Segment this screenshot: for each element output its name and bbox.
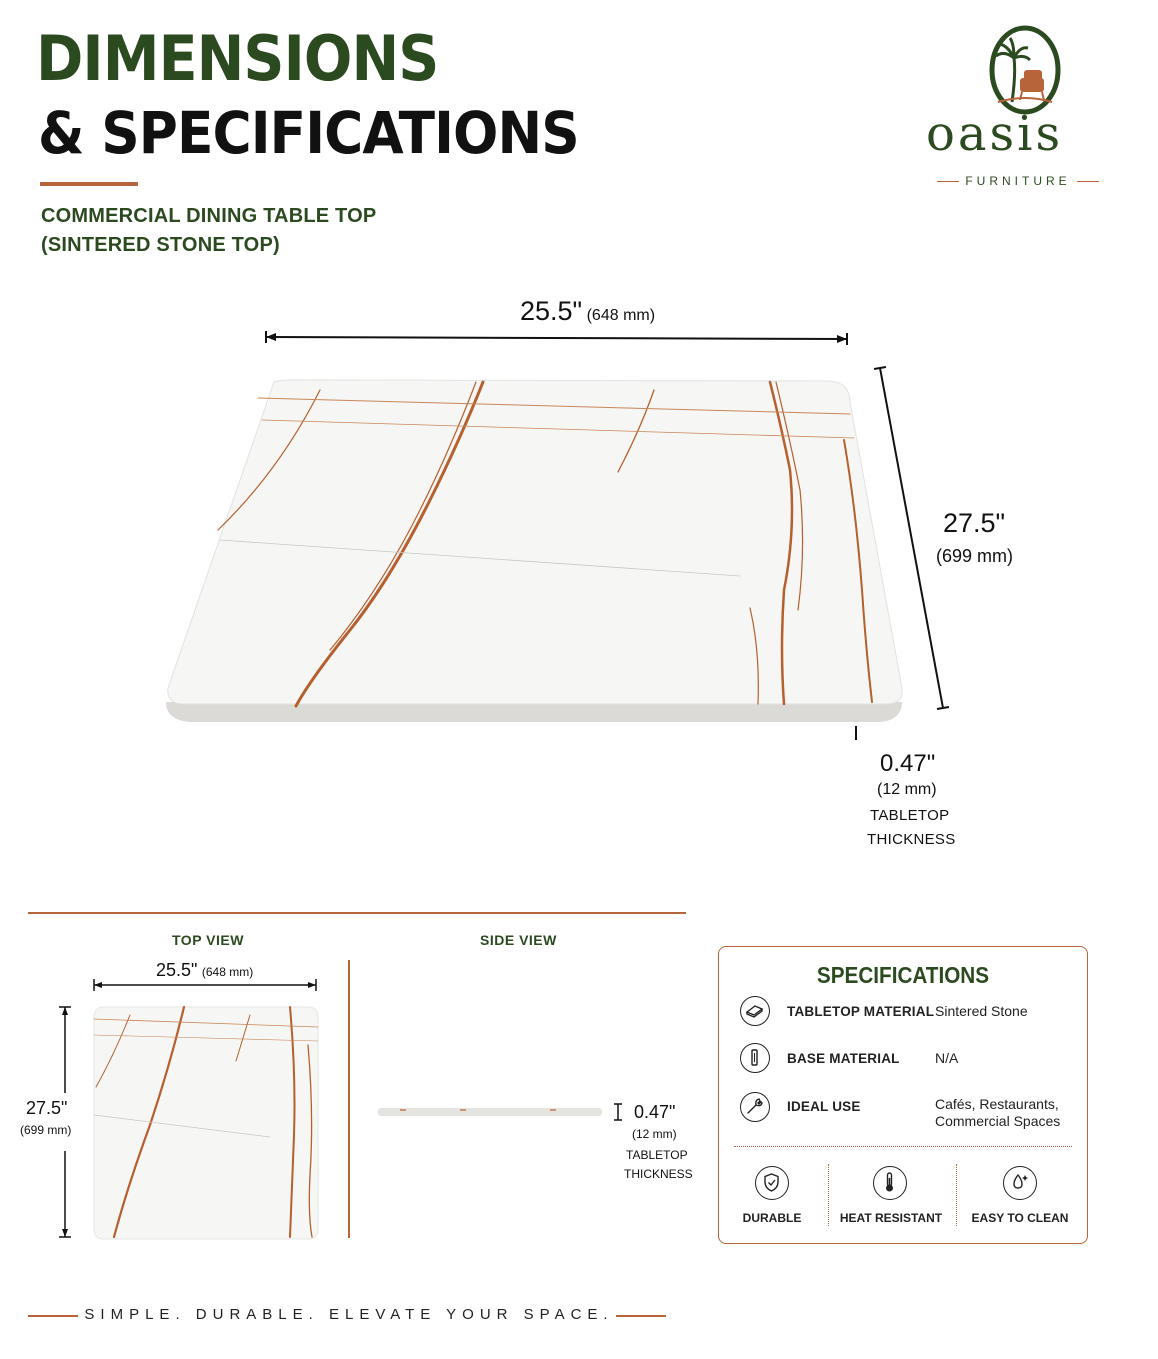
view-divider: [348, 960, 350, 1238]
main-width-label: [520, 296, 655, 327]
spec-label-base-material: BASE MATERIAL: [787, 1051, 900, 1066]
product-subtitle: [41, 202, 376, 260]
main-depth-mm: (699 mm): [936, 546, 1014, 566]
main-depth-inches: 27.5": [943, 508, 1006, 538]
spec-value-ideal-use: [935, 1096, 1060, 1130]
specifications-title: SPECIFICATIONS: [816, 962, 990, 988]
oasis-logo-emblem-icon: [984, 24, 1066, 116]
stone-slab-icon: [740, 996, 770, 1026]
side-view-drawing: [370, 1098, 630, 1128]
thermometer-icon: [873, 1166, 907, 1200]
main-width-inches: 25.5": [520, 296, 583, 326]
side-thickness-label2: THICKNESS: [624, 1167, 693, 1181]
spec-value-ideal-use-line2: Commercial Spaces: [935, 1113, 1061, 1129]
main-perspective-drawing: [150, 290, 970, 740]
main-thickness-inches: 0.47": [880, 750, 936, 777]
title-line2: & SPECIFICATIONS: [38, 99, 579, 167]
wrench-icon: [740, 1092, 770, 1122]
thickness-tick: [856, 726, 868, 740]
main-width-mm: (648 mm): [586, 307, 656, 324]
top-view-heading: TOP VIEW: [172, 932, 244, 948]
top-width-mm: (648 mm): [201, 965, 254, 979]
section-divider: [28, 912, 686, 914]
side-thickness-inches: 0.47": [634, 1102, 676, 1122]
spec-label-tabletop-material: TABLETOP MATERIAL: [787, 1004, 935, 1019]
shield-check-icon: [755, 1166, 789, 1200]
logo-subtext: [930, 174, 1106, 188]
top-width-inches: 25.5": [156, 960, 198, 980]
tagline: SIMPLE. DURABLE. ELEVATE YOUR SPACE.: [84, 1306, 614, 1323]
top-depth-mm: (699 mm): [20, 1123, 72, 1137]
main-thickness-label2: THICKNESS: [867, 831, 956, 848]
title-line1: DIMENSIONS: [36, 22, 439, 95]
spec-value-ideal-use-line1: Cafés, Restaurants,: [935, 1096, 1059, 1112]
width-dimension-line: [266, 331, 847, 345]
subtitle-line1: COMMERCIAL DINING TABLE TOP: [41, 205, 377, 227]
side-thickness-mm: (12 mm): [632, 1127, 677, 1141]
sparkle-drop-icon: [1003, 1166, 1037, 1200]
feature-heat-resistant: HEAT RESISTANT: [839, 1211, 943, 1225]
title-accent-bar: [40, 182, 138, 186]
base-pillar-icon: [740, 1043, 770, 1073]
feature-divider-2: [956, 1164, 958, 1226]
feature-durable: DURABLE: [742, 1211, 802, 1225]
side-view-heading: SIDE VIEW: [480, 932, 557, 948]
main-thickness-label1: TABLETOP: [870, 807, 950, 824]
spec-value-tabletop-material: Sintered Stone: [935, 1003, 1028, 1019]
top-depth-inches: 27.5": [26, 1098, 68, 1118]
logo-wordmark: oasis: [926, 106, 1064, 162]
spec-separator: [734, 1146, 1072, 1147]
logo-sub-label: FURNITURE: [965, 174, 1071, 188]
subtitle-line2: (SINTERED STONE TOP): [41, 234, 280, 256]
spec-value-base-material: N/A: [935, 1050, 959, 1066]
side-thickness-label1: TABLETOP: [626, 1148, 688, 1162]
feature-easy-to-clean: EASY TO CLEAN: [971, 1211, 1069, 1225]
spec-label-ideal-use: IDEAL USE: [787, 1099, 861, 1114]
main-thickness-mm: (12 mm): [877, 781, 937, 798]
